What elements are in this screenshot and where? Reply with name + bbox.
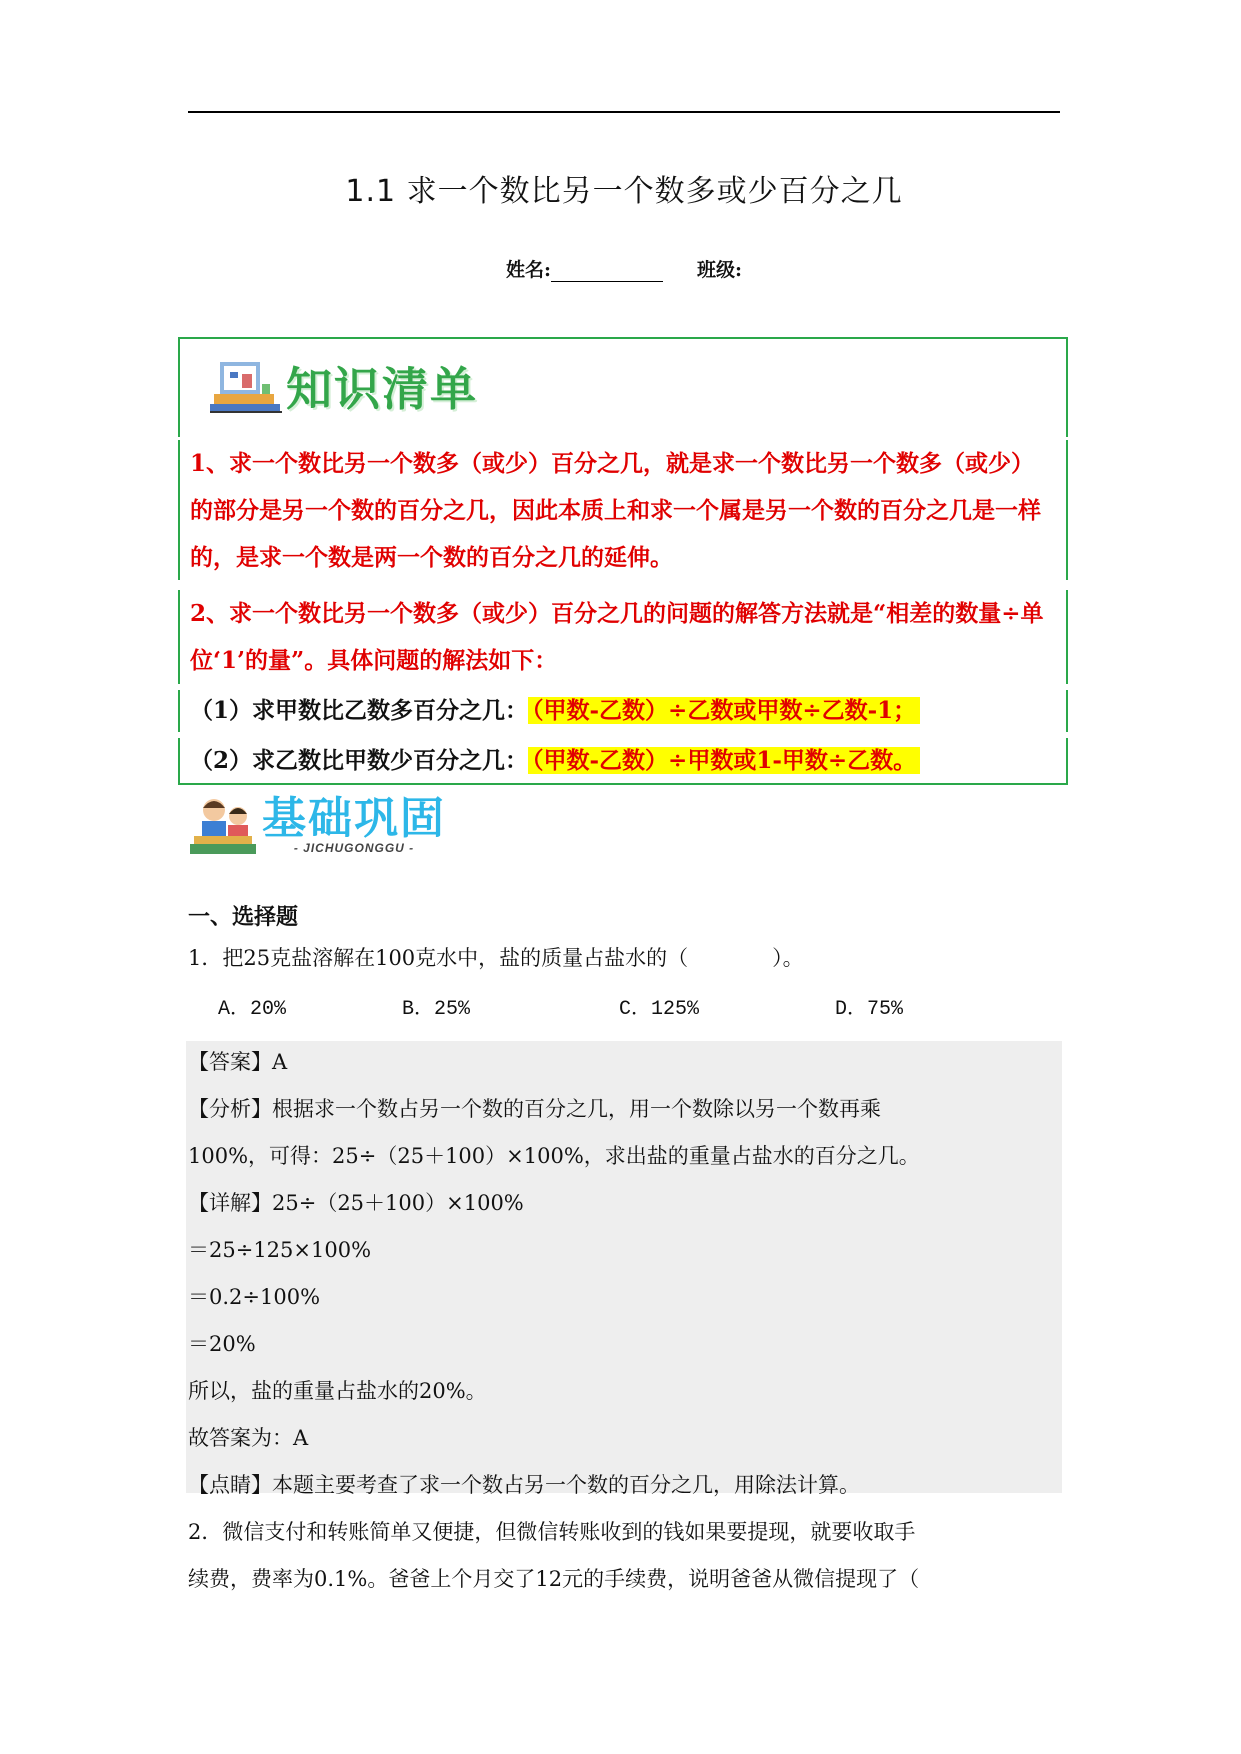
question-2-line-2: 续费，费率为0.1%。爸爸上个月交了12元的手续费，说明爸爸从微信提现了（: [188, 1567, 920, 1591]
basics-badge: [188, 794, 446, 858]
detail-line-2: ＝25÷125×100%: [188, 1238, 372, 1262]
option-d[interactable]: D．75%: [835, 998, 904, 1021]
knowledge-box-header: [178, 337, 1068, 437]
detail-line-1: 【详解】25÷（25＋100）×100%: [188, 1191, 524, 1215]
header-rule: [188, 111, 1060, 113]
page-title: 1.1 求一个数比另一个数多或少百分之几: [345, 174, 903, 209]
conclusion-line: 所以，盐的重量占盐水的20%。: [188, 1379, 487, 1403]
knowledge-badge: [206, 353, 478, 419]
basics-heading: 基础巩固: [262, 793, 446, 844]
rule-2-label: （2）求乙数比甲数少百分之几：: [190, 747, 529, 774]
name-class-row: [188, 255, 1060, 282]
answer-content: [188, 1039, 1058, 1509]
analysis-line-2: 100%，可得：25÷（25＋100）×100%，求出盐的重量占盐水的百分之几。: [188, 1144, 920, 1168]
basics-subheading: - JICHUGONGGU -: [293, 841, 415, 855]
section-title: 一、选择题: [188, 905, 299, 930]
knowledge-point-2: 2、求一个数比另一个数多（或少）百分之几的问题的解答方法就是“相差的数量÷单位‘1’的量”。具体问题的解法如下：: [178, 590, 1068, 684]
analysis-line-1: 【分析】根据求一个数占另一个数的百分之几，用一个数除以另一个数再乘: [188, 1097, 881, 1121]
comment-line: 【点睛】本题主要考查了求一个数占另一个数的百分之几，用除法计算。: [188, 1473, 860, 1497]
question-2-line-1: 2．微信支付和转账简单又便捷，但微信转账收到的钱如果要提现，就要收取手: [188, 1520, 916, 1544]
name-label: 姓名:: [505, 259, 551, 281]
class-label: 班级:: [697, 259, 743, 281]
rule-1-label: （1）求甲数比乙数多百分之几：: [190, 697, 529, 724]
option-a[interactable]: A．20%: [218, 998, 287, 1021]
rule-1-formula: （甲数-乙数）÷乙数或甲数÷乙数-1；: [528, 697, 920, 724]
detail-line-4: ＝20%: [188, 1332, 256, 1356]
knowledge-rule-1: [178, 690, 1068, 732]
detail-line-3: ＝0.2÷100%: [188, 1285, 321, 1309]
rule-2-formula: （甲数-乙数）÷甲数或1-甲数÷乙数。: [528, 747, 920, 774]
final-answer-line: 故答案为：A: [188, 1426, 309, 1450]
option-c[interactable]: C．125%: [619, 998, 700, 1021]
option-b[interactable]: B．25%: [402, 998, 471, 1021]
knowledge-rule-2: [178, 738, 1068, 783]
books-icon: [206, 354, 286, 418]
knowledge-box-bottom: [178, 783, 1068, 785]
knowledge-heading: 知识清单: [286, 362, 478, 416]
question-1-stem: 1．把25克盐溶解在100克水中，盐的质量占盐水的（ ）。: [188, 946, 804, 970]
reading-kids-icon: [188, 794, 262, 858]
knowledge-point-1: 1、求一个数比另一个数多（或少）百分之几，就是求一个数比另一个数多（或少）的部分是另一个数的百分之几，因此本质上和求一个属是另一个数的百分之几是一样的，是求一个数是两一个数的百分之几的延伸。: [178, 440, 1068, 580]
answer-line: 【答案】A: [188, 1050, 288, 1074]
name-blank: [551, 263, 663, 282]
